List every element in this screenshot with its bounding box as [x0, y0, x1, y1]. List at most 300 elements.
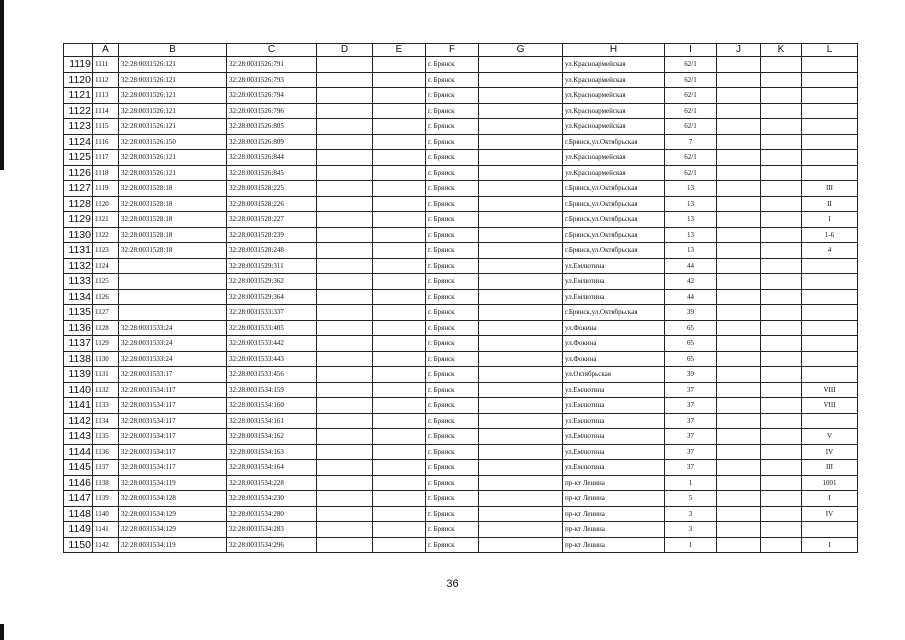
cell-k[interactable] — [761, 382, 802, 398]
cell-j[interactable] — [717, 119, 761, 135]
cell-d[interactable] — [317, 243, 373, 259]
cell-b[interactable] — [119, 305, 227, 321]
column-header-c[interactable]: C — [227, 44, 317, 57]
cell-l[interactable] — [802, 57, 858, 73]
cell-l[interactable]: IV — [802, 444, 858, 460]
cell-k[interactable] — [761, 506, 802, 522]
cell-l[interactable]: III — [802, 181, 858, 197]
cell-d[interactable] — [317, 522, 373, 538]
cell-c[interactable]: 32:28:0031526:845 — [227, 165, 317, 181]
cell-c[interactable]: 32:28:0031534:162 — [227, 429, 317, 445]
cell-j[interactable] — [717, 336, 761, 352]
cell-e[interactable] — [373, 491, 426, 507]
cell-d[interactable] — [317, 491, 373, 507]
cell-c[interactable]: 32:28:0031526:791 — [227, 57, 317, 73]
cell-d[interactable] — [317, 336, 373, 352]
cell-j[interactable] — [717, 320, 761, 336]
cell-a[interactable]: 1118 — [93, 165, 119, 181]
cell-i[interactable]: 62/1 — [665, 150, 717, 166]
cell-c[interactable]: 32:28:0031533:405 — [227, 320, 317, 336]
cell-a[interactable]: 1119 — [93, 181, 119, 197]
cell-c[interactable]: 32:28:0031534:280 — [227, 506, 317, 522]
cell-i[interactable]: 1 — [665, 475, 717, 491]
cell-f[interactable]: г. Брянск — [426, 506, 479, 522]
cell-i[interactable]: 62/1 — [665, 57, 717, 73]
cell-k[interactable] — [761, 258, 802, 274]
column-header-j[interactable]: J — [717, 44, 761, 57]
cell-i[interactable]: 62/1 — [665, 72, 717, 88]
row-header[interactable]: 1146 — [64, 475, 93, 491]
cell-j[interactable] — [717, 258, 761, 274]
cell-d[interactable] — [317, 134, 373, 150]
cell-l[interactable] — [802, 305, 858, 321]
cell-j[interactable] — [717, 382, 761, 398]
cell-b[interactable]: 32:28:0031534:117 — [119, 398, 227, 414]
cell-c[interactable]: 32:28:0031528:225 — [227, 181, 317, 197]
cell-i[interactable]: 13 — [665, 227, 717, 243]
cell-h[interactable]: пр-кт Ленина — [563, 537, 665, 553]
cell-c[interactable]: 32:28:0031528:248 — [227, 243, 317, 259]
cell-a[interactable]: 1136 — [93, 444, 119, 460]
cell-i[interactable]: 37 — [665, 413, 717, 429]
cell-l[interactable] — [802, 150, 858, 166]
cell-h[interactable]: ул.Емлютина — [563, 398, 665, 414]
cell-h[interactable]: ул.Емлютина — [563, 429, 665, 445]
cell-b[interactable]: 32:28:0031533:24 — [119, 351, 227, 367]
cell-j[interactable] — [717, 243, 761, 259]
cell-k[interactable] — [761, 367, 802, 383]
cell-g[interactable] — [479, 150, 563, 166]
row-header[interactable]: 1134 — [64, 289, 93, 305]
cell-a[interactable]: 1137 — [93, 460, 119, 476]
cell-k[interactable] — [761, 305, 802, 321]
row-header[interactable]: 1132 — [64, 258, 93, 274]
row-header[interactable]: 1128 — [64, 196, 93, 212]
cell-d[interactable] — [317, 429, 373, 445]
row-header[interactable]: 1131 — [64, 243, 93, 259]
cell-d[interactable] — [317, 460, 373, 476]
cell-b[interactable]: 32:28:0031526:121 — [119, 119, 227, 135]
cell-k[interactable] — [761, 444, 802, 460]
cell-l[interactable]: 4 — [802, 243, 858, 259]
row-header[interactable]: 1130 — [64, 227, 93, 243]
cell-i[interactable]: 3 — [665, 522, 717, 538]
cell-c[interactable]: 32:28:0031529:364 — [227, 289, 317, 305]
cell-d[interactable] — [317, 289, 373, 305]
row-header[interactable]: 1121 — [64, 88, 93, 104]
cell-k[interactable] — [761, 196, 802, 212]
cell-a[interactable]: 1124 — [93, 258, 119, 274]
cell-f[interactable]: г. Брянск — [426, 522, 479, 538]
cell-f[interactable]: г. Брянск — [426, 367, 479, 383]
cell-l[interactable]: I — [802, 212, 858, 228]
cell-g[interactable] — [479, 537, 563, 553]
cell-g[interactable] — [479, 460, 563, 476]
cell-f[interactable]: г. Брянск — [426, 382, 479, 398]
cell-h[interactable]: пр-кт Ленина — [563, 506, 665, 522]
cell-d[interactable] — [317, 351, 373, 367]
cell-a[interactable]: 1113 — [93, 88, 119, 104]
cell-g[interactable] — [479, 413, 563, 429]
row-header[interactable]: 1148 — [64, 506, 93, 522]
cell-h[interactable]: г.Брянск,ул.Октябрьская — [563, 305, 665, 321]
column-header-h[interactable]: H — [563, 44, 665, 57]
cell-c[interactable]: 32:28:0031534:164 — [227, 460, 317, 476]
cell-l[interactable] — [802, 320, 858, 336]
cell-h[interactable]: пр-кт Ленина — [563, 475, 665, 491]
cell-i[interactable]: 44 — [665, 289, 717, 305]
cell-b[interactable]: 32:28:0031534:117 — [119, 382, 227, 398]
cell-g[interactable] — [479, 88, 563, 104]
cell-f[interactable]: г. Брянск — [426, 460, 479, 476]
cell-f[interactable]: г. Брянск — [426, 57, 479, 73]
cell-g[interactable] — [479, 103, 563, 119]
cell-d[interactable] — [317, 475, 373, 491]
cell-b[interactable]: 32:28:0031528:18 — [119, 181, 227, 197]
cell-b[interactable]: 32:28:0031526:121 — [119, 72, 227, 88]
cell-e[interactable] — [373, 475, 426, 491]
cell-e[interactable] — [373, 289, 426, 305]
cell-h[interactable]: ул.Красноармейская — [563, 57, 665, 73]
cell-c[interactable]: 32:28:0031526:844 — [227, 150, 317, 166]
cell-k[interactable] — [761, 522, 802, 538]
cell-d[interactable] — [317, 305, 373, 321]
cell-i[interactable]: 37 — [665, 398, 717, 414]
cell-a[interactable]: 1122 — [93, 227, 119, 243]
cell-g[interactable] — [479, 212, 563, 228]
cell-e[interactable] — [373, 537, 426, 553]
cell-i[interactable]: 65 — [665, 351, 717, 367]
corner-cell[interactable] — [64, 44, 93, 57]
cell-b[interactable]: 32:28:0031533:17 — [119, 367, 227, 383]
cell-i[interactable]: 7 — [665, 134, 717, 150]
cell-e[interactable] — [373, 72, 426, 88]
row-header[interactable]: 1119 — [64, 57, 93, 73]
row-header[interactable]: 1149 — [64, 522, 93, 538]
cell-h[interactable]: ул.Емлютина — [563, 274, 665, 290]
cell-b[interactable]: 32:28:0031528:18 — [119, 212, 227, 228]
cell-d[interactable] — [317, 196, 373, 212]
cell-e[interactable] — [373, 134, 426, 150]
cell-b[interactable]: 32:28:0031533:24 — [119, 336, 227, 352]
cell-l[interactable] — [802, 165, 858, 181]
row-header[interactable]: 1125 — [64, 150, 93, 166]
cell-c[interactable]: 32:28:0031526:809 — [227, 134, 317, 150]
cell-l[interactable] — [802, 336, 858, 352]
cell-g[interactable] — [479, 181, 563, 197]
cell-j[interactable] — [717, 289, 761, 305]
cell-e[interactable] — [373, 274, 426, 290]
cell-b[interactable]: 32:28:0031533:24 — [119, 320, 227, 336]
cell-g[interactable] — [479, 475, 563, 491]
cell-l[interactable] — [802, 103, 858, 119]
cell-k[interactable] — [761, 134, 802, 150]
cell-h[interactable]: ул.Красноармейская — [563, 119, 665, 135]
cell-k[interactable] — [761, 351, 802, 367]
cell-f[interactable]: г. Брянск — [426, 196, 479, 212]
cell-g[interactable] — [479, 398, 563, 414]
cell-i[interactable]: 37 — [665, 429, 717, 445]
cell-h[interactable]: ул.Емлютина — [563, 413, 665, 429]
cell-j[interactable] — [717, 413, 761, 429]
cell-h[interactable]: ул.Емлютина — [563, 258, 665, 274]
cell-c[interactable]: 32:28:0031529:311 — [227, 258, 317, 274]
row-header[interactable]: 1122 — [64, 103, 93, 119]
cell-l[interactable]: II — [802, 196, 858, 212]
cell-d[interactable] — [317, 103, 373, 119]
column-header-k[interactable]: K — [761, 44, 802, 57]
cell-b[interactable]: 32:28:0031528:18 — [119, 196, 227, 212]
cell-g[interactable] — [479, 382, 563, 398]
cell-f[interactable]: г. Брянск — [426, 413, 479, 429]
cell-c[interactable]: 32:28:0031534:160 — [227, 398, 317, 414]
cell-f[interactable]: г. Брянск — [426, 429, 479, 445]
cell-l[interactable]: 1001 — [802, 475, 858, 491]
cell-a[interactable]: 1114 — [93, 103, 119, 119]
cell-l[interactable]: IV — [802, 506, 858, 522]
cell-c[interactable]: 32:28:0031528:227 — [227, 212, 317, 228]
cell-g[interactable] — [479, 227, 563, 243]
cell-j[interactable] — [717, 72, 761, 88]
cell-g[interactable] — [479, 57, 563, 73]
cell-k[interactable] — [761, 243, 802, 259]
row-header[interactable]: 1126 — [64, 165, 93, 181]
cell-d[interactable] — [317, 88, 373, 104]
cell-h[interactable]: г.Брянск,ул.Октябрьская — [563, 243, 665, 259]
cell-h[interactable]: г.Брянск,ул.Октябрьская — [563, 196, 665, 212]
cell-i[interactable]: 3 — [665, 506, 717, 522]
cell-a[interactable]: 1125 — [93, 274, 119, 290]
cell-i[interactable]: 37 — [665, 382, 717, 398]
cell-b[interactable]: 32:28:0031534:117 — [119, 444, 227, 460]
cell-g[interactable] — [479, 274, 563, 290]
cell-d[interactable] — [317, 382, 373, 398]
row-header[interactable]: 1137 — [64, 336, 93, 352]
cell-d[interactable] — [317, 119, 373, 135]
cell-b[interactable]: 32:28:0031526:121 — [119, 103, 227, 119]
cell-h[interactable]: ул.Емлютина — [563, 460, 665, 476]
cell-c[interactable]: 32:28:0031526:794 — [227, 88, 317, 104]
cell-e[interactable] — [373, 382, 426, 398]
cell-i[interactable]: 5 — [665, 491, 717, 507]
cell-e[interactable] — [373, 165, 426, 181]
cell-h[interactable]: г.Брянск,ул.Октябрьская — [563, 181, 665, 197]
cell-a[interactable]: 1123 — [93, 243, 119, 259]
cell-h[interactable]: г.Брянск,ул.Октябрьская — [563, 134, 665, 150]
cell-e[interactable] — [373, 181, 426, 197]
cell-f[interactable]: г. Брянск — [426, 103, 479, 119]
cell-a[interactable]: 1116 — [93, 134, 119, 150]
cell-b[interactable]: 32:28:0031534:117 — [119, 413, 227, 429]
cell-h[interactable]: ул.Емлютина — [563, 382, 665, 398]
cell-l[interactable] — [802, 119, 858, 135]
cell-i[interactable]: 37 — [665, 460, 717, 476]
cell-b[interactable]: 32:28:0031534:129 — [119, 522, 227, 538]
cell-e[interactable] — [373, 460, 426, 476]
cell-j[interactable] — [717, 103, 761, 119]
cell-e[interactable] — [373, 444, 426, 460]
cell-l[interactable]: I — [802, 537, 858, 553]
cell-c[interactable]: 32:28:0031533:456 — [227, 367, 317, 383]
cell-b[interactable] — [119, 274, 227, 290]
cell-l[interactable] — [802, 258, 858, 274]
cell-c[interactable]: 32:28:0031526:805 — [227, 119, 317, 135]
cell-g[interactable] — [479, 196, 563, 212]
cell-f[interactable]: г. Брянск — [426, 491, 479, 507]
cell-h[interactable]: ул.Октябрьская — [563, 367, 665, 383]
cell-f[interactable]: г. Брянск — [426, 134, 479, 150]
row-header[interactable]: 1150 — [64, 537, 93, 553]
row-header[interactable]: 1129 — [64, 212, 93, 228]
cell-f[interactable]: г. Брянск — [426, 165, 479, 181]
cell-i[interactable]: 62/1 — [665, 103, 717, 119]
cell-j[interactable] — [717, 165, 761, 181]
cell-j[interactable] — [717, 506, 761, 522]
cell-k[interactable] — [761, 336, 802, 352]
cell-a[interactable]: 1138 — [93, 475, 119, 491]
cell-g[interactable] — [479, 72, 563, 88]
cell-j[interactable] — [717, 367, 761, 383]
column-header-e[interactable]: E — [373, 44, 426, 57]
cell-f[interactable]: г. Брянск — [426, 274, 479, 290]
cell-l[interactable] — [802, 88, 858, 104]
cell-d[interactable] — [317, 413, 373, 429]
cell-g[interactable] — [479, 444, 563, 460]
row-header[interactable]: 1127 — [64, 181, 93, 197]
cell-i[interactable]: 65 — [665, 336, 717, 352]
cell-g[interactable] — [479, 367, 563, 383]
cell-c[interactable]: 32:28:0031534:296 — [227, 537, 317, 553]
cell-a[interactable]: 1135 — [93, 429, 119, 445]
cell-d[interactable] — [317, 367, 373, 383]
cell-k[interactable] — [761, 227, 802, 243]
cell-f[interactable]: г. Брянск — [426, 258, 479, 274]
cell-d[interactable] — [317, 274, 373, 290]
cell-e[interactable] — [373, 336, 426, 352]
cell-a[interactable]: 1132 — [93, 382, 119, 398]
cell-g[interactable] — [479, 320, 563, 336]
cell-j[interactable] — [717, 150, 761, 166]
cell-e[interactable] — [373, 398, 426, 414]
cell-k[interactable] — [761, 181, 802, 197]
cell-j[interactable] — [717, 134, 761, 150]
row-header[interactable]: 1139 — [64, 367, 93, 383]
cell-h[interactable]: ул.Красноармейская — [563, 165, 665, 181]
cell-k[interactable] — [761, 491, 802, 507]
cell-j[interactable] — [717, 491, 761, 507]
cell-k[interactable] — [761, 103, 802, 119]
cell-d[interactable] — [317, 444, 373, 460]
cell-d[interactable] — [317, 398, 373, 414]
cell-i[interactable]: 62/1 — [665, 119, 717, 135]
cell-g[interactable] — [479, 491, 563, 507]
cell-a[interactable]: 1140 — [93, 506, 119, 522]
cell-b[interactable]: 32:28:0031534:117 — [119, 460, 227, 476]
cell-a[interactable]: 1115 — [93, 119, 119, 135]
cell-d[interactable] — [317, 57, 373, 73]
cell-k[interactable] — [761, 165, 802, 181]
cell-k[interactable] — [761, 212, 802, 228]
cell-c[interactable]: 32:28:0031526:793 — [227, 72, 317, 88]
cell-f[interactable]: г. Брянск — [426, 305, 479, 321]
row-header[interactable]: 1141 — [64, 398, 93, 414]
cell-a[interactable]: 1130 — [93, 351, 119, 367]
cell-k[interactable] — [761, 320, 802, 336]
cell-j[interactable] — [717, 57, 761, 73]
cell-f[interactable]: г. Брянск — [426, 243, 479, 259]
cell-c[interactable]: 32:28:0031534:159 — [227, 382, 317, 398]
row-header[interactable]: 1142 — [64, 413, 93, 429]
cell-j[interactable] — [717, 398, 761, 414]
cell-j[interactable] — [717, 274, 761, 290]
cell-j[interactable] — [717, 522, 761, 538]
cell-a[interactable]: 1141 — [93, 522, 119, 538]
cell-e[interactable] — [373, 506, 426, 522]
cell-a[interactable]: 1112 — [93, 72, 119, 88]
cell-f[interactable]: г. Брянск — [426, 119, 479, 135]
cell-e[interactable] — [373, 150, 426, 166]
cell-b[interactable]: 32:28:0031534:128 — [119, 491, 227, 507]
cell-d[interactable] — [317, 212, 373, 228]
cell-c[interactable]: 32:28:0031534:163 — [227, 444, 317, 460]
cell-e[interactable] — [373, 305, 426, 321]
cell-c[interactable]: 32:28:0031533:337 — [227, 305, 317, 321]
cell-j[interactable] — [717, 181, 761, 197]
cell-h[interactable]: ул.Красноармейская — [563, 103, 665, 119]
cell-i[interactable]: 62/1 — [665, 88, 717, 104]
column-header-g[interactable]: G — [479, 44, 563, 57]
cell-j[interactable] — [717, 305, 761, 321]
cell-f[interactable]: г. Брянск — [426, 212, 479, 228]
cell-g[interactable] — [479, 429, 563, 445]
cell-d[interactable] — [317, 150, 373, 166]
column-header-l[interactable]: L — [802, 44, 858, 57]
cell-l[interactable]: 1-6 — [802, 227, 858, 243]
cell-c[interactable]: 32:28:0031533:443 — [227, 351, 317, 367]
cell-h[interactable]: г.Брянск,ул.Октябрьская — [563, 227, 665, 243]
cell-l[interactable] — [802, 351, 858, 367]
cell-l[interactable] — [802, 274, 858, 290]
cell-g[interactable] — [479, 134, 563, 150]
cell-k[interactable] — [761, 475, 802, 491]
row-header[interactable]: 1136 — [64, 320, 93, 336]
cell-f[interactable]: г. Брянск — [426, 398, 479, 414]
column-header-a[interactable]: A — [93, 44, 119, 57]
cell-d[interactable] — [317, 72, 373, 88]
cell-b[interactable] — [119, 289, 227, 305]
row-header[interactable]: 1147 — [64, 491, 93, 507]
cell-i[interactable]: 13 — [665, 181, 717, 197]
cell-g[interactable] — [479, 243, 563, 259]
cell-a[interactable]: 1128 — [93, 320, 119, 336]
cell-b[interactable]: 32:28:0031534:119 — [119, 537, 227, 553]
row-header[interactable]: 1140 — [64, 382, 93, 398]
cell-h[interactable]: пр-кт Ленина — [563, 491, 665, 507]
cell-i[interactable]: 13 — [665, 212, 717, 228]
cell-f[interactable]: г. Брянск — [426, 444, 479, 460]
cell-e[interactable] — [373, 258, 426, 274]
cell-l[interactable]: I — [802, 491, 858, 507]
cell-a[interactable]: 1139 — [93, 491, 119, 507]
cell-d[interactable] — [317, 537, 373, 553]
cell-l[interactable] — [802, 367, 858, 383]
cell-g[interactable] — [479, 522, 563, 538]
cell-j[interactable] — [717, 537, 761, 553]
cell-j[interactable] — [717, 227, 761, 243]
cell-c[interactable]: 32:28:0031528:239 — [227, 227, 317, 243]
row-header[interactable]: 1124 — [64, 134, 93, 150]
cell-k[interactable] — [761, 57, 802, 73]
